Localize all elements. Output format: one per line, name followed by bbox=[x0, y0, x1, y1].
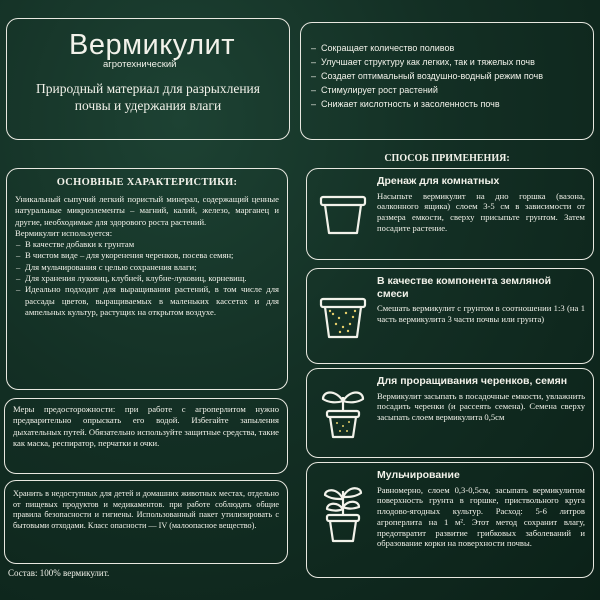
method-text: Вермикулит засыпать в посадочные емкости, увлажнить посадить черенки (и рассеять семена). Семена сверху засыпать слоем вермикулита 0,5см bbox=[377, 390, 585, 423]
characteristics-panel bbox=[6, 168, 288, 390]
method-text: Равномерно, слоем 0,3-0,5см, засыпать вермикулитом поверхность грунта в горшке, приствольного круга плодово-ягодных культур. Расход: 5-6 литров агроперлита на 1 м². Этот метод сохранит влагу, предотвратит развитие грибковых заболеваний и образование корки на поверхности почвы. bbox=[377, 484, 585, 549]
characteristics-intro: Уникальный сыпучий легкий пористый минерал, содержащий ценные натуральные микроэлементы – магний, калий, железо, марганец и другие, необходимые для здорового роста растений. bbox=[15, 194, 279, 227]
title-panel bbox=[6, 18, 290, 140]
characteristics-heading: ОСНОВНЫЕ ХАРАКТЕРИСТИКИ: bbox=[56, 177, 238, 188]
plant-pot-icon bbox=[315, 479, 371, 547]
storage-panel bbox=[4, 480, 288, 564]
usage-intro: Вермикулит используется: bbox=[15, 227, 113, 238]
method-cuttings-panel bbox=[306, 368, 594, 458]
headline-line-2: почвы и удержания влаги bbox=[74, 98, 222, 113]
benefit-item: – Стимулирует рост растений bbox=[311, 83, 583, 97]
use-item: – В качестве добавки к грунтам bbox=[15, 239, 279, 250]
headline bbox=[19, 80, 277, 114]
benefits-panel bbox=[300, 22, 594, 140]
headline-line-1: Природный материал для разрыхления bbox=[35, 81, 260, 96]
method-text: Насыпьте вермикулит на дно горшка (вазона, оалконного ящика) слоем 3-5 см в зависимости от размера емкости, сверху присыпьте грунтом. Затем посадите растение. bbox=[377, 190, 585, 233]
method-soil-mix-panel bbox=[306, 268, 594, 364]
method-heading: СПОСОБ ПРИМЕНЕНИЯ: bbox=[384, 153, 510, 164]
pot-with-mix-icon bbox=[315, 287, 371, 347]
method-title: Для проращивания черенков, семян bbox=[377, 375, 568, 387]
benefit-item: – Снижает кислотность и засоленность почв bbox=[311, 97, 583, 111]
method-drainage-panel bbox=[306, 168, 594, 260]
benefits-list bbox=[311, 41, 583, 111]
storage-text: Хранить в недоступных для детей и домашних животных местах, отдельно от пищевых продуктов и медикаментов. при работе соблюдать общие правила безопасности и гигиены. Использованный пакет утилизировать с бытовыми отходами. Класс опасности — IV (малоопасное вещество). bbox=[13, 489, 279, 530]
method-title: В качестве компонента земляной смеси bbox=[377, 275, 552, 300]
method-mulching-panel bbox=[306, 462, 594, 578]
use-item: – Идеально подходит для выращивания растений, в том числе для рассады цветов, выращиваемых в маленьких кассетах и для ампельных культур, растущих на открытом воздухе. bbox=[15, 284, 279, 318]
method-title: Дренаж для комнатных bbox=[377, 175, 500, 187]
uses-list bbox=[15, 239, 279, 318]
method-title: Мульчирование bbox=[377, 469, 460, 481]
caution-panel bbox=[4, 398, 288, 474]
empty-pot-icon bbox=[315, 183, 371, 243]
composition-text: Состав: 100% вермикулит. bbox=[8, 568, 110, 578]
seedling-pot-icon bbox=[315, 381, 371, 441]
benefit-item: – Сокращает количество поливов bbox=[311, 41, 583, 55]
caution-text: Меры предосторожности: при работе с агроперлитом нужно предварительно опрыскать его водой. Избегайте запыления дыхательных путей. Обязательно используйте защитные средства, такие как маска, респиратор, перчатки и очки. bbox=[13, 404, 279, 448]
method-text: Смешать вермикулит с грунтом в соотношении 1:3 (на 1 часть вермикулита 3 части почвы или грунта) bbox=[377, 303, 585, 324]
brand-name: Вермикулит bbox=[69, 29, 236, 61]
use-item: – В чистом виде – для укоренения черенков, посева семян; bbox=[15, 250, 279, 261]
brand-subtitle: агротехнический bbox=[103, 59, 177, 70]
benefit-item: – Создает оптимальный воздушно-водный режим почв bbox=[311, 69, 583, 83]
benefit-item: – Улучшает структуру как легких, так и тяжелых почв bbox=[311, 55, 583, 69]
use-item: – Для хранения луковиц, клубней, клубне-луковиц, корневищ. bbox=[15, 273, 279, 284]
use-item: – Для мульчирования с целью сохранения влаги; bbox=[15, 262, 279, 273]
